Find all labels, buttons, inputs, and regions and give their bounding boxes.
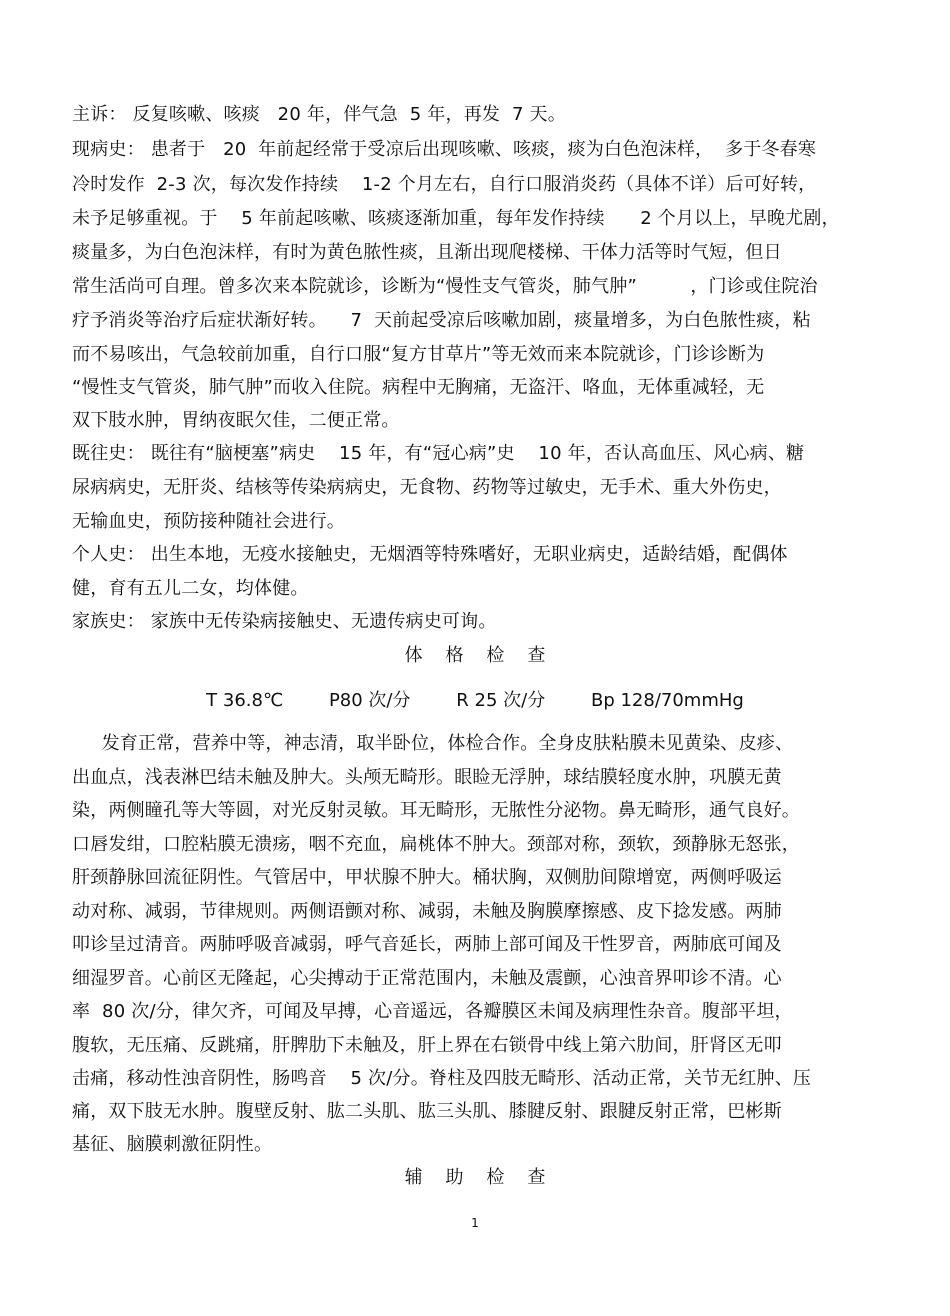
physical-exam-line: 动对称、减弱，节律规则。两侧语颤对称、减弱，未触及胸膜摩擦感、皮下捻发感。两肺	[72, 901, 782, 922]
present-history-line: 疗予消炎等治疗后症状渐好转。 7 天前起受凉后咳嗽加剧，痰量增多，为白色脓性痰，粘	[72, 310, 811, 331]
present-history-line: 而不易咳出，气急较前加重，自行口服“复方甘草片”等无效而来本院就诊，门诊诊断为	[72, 344, 765, 365]
auxiliary-exam-heading: 辅 助 检 查	[404, 1167, 546, 1188]
personal-history-line: 个人史： 出生本地，无疫水接触史，无烟酒等特殊嗜好，无职业病史，适龄结婚，配偶体	[72, 544, 788, 565]
vital-signs: T 36.8℃ P80 次/分 R 25 次/分 Bp 128/70mmHg	[206, 690, 744, 711]
physical-exam-line: 腹软，无压痛、反跳痛，肝脾肋下未触及，肝上界在右锁骨中线上第六肋间，肝肾区无叩	[72, 1035, 782, 1056]
page-number: 1	[471, 1216, 479, 1230]
present-history-line: 双下肢水肿，胃纳夜眠欠佳，二便正常。	[72, 410, 400, 431]
present-history-line: 现病史： 患者于 20 年前起经常于受凉后出现咳嗽、咳痰，痰为白色泡沫样， 多于冬春寒	[72, 139, 817, 160]
present-history-line: 常生活尚可自理。曾多次来本院就诊，诊断为“慢性支气管炎，肺气肿” ，门诊或住院治	[72, 276, 818, 297]
past-history-line: 尿病病史，无肝炎、结核等传染病病史，无食物、药物等过敏史，无手术、重大外伤史，	[72, 477, 782, 498]
physical-exam-line: 染，两侧瞳孔等大等圆，对光反射灵敏。耳无畸形，无脓性分泌物。鼻无畸形，通气良好。	[72, 800, 800, 821]
present-history-line: 未予足够重视。于 5 年前起咳嗽、咳痰逐渐加重，每年发作持续 2 个月以上，早晚尤剧，	[72, 208, 840, 229]
present-history-line: 冷时发作 2-3 次，每次发作持续 1-2 个月左右，自行口服消炎药（具体不详）后可好转，	[72, 174, 817, 195]
past-history-line: 既往史： 既往有“脑梗塞”病史 15 年，有“冠心病”史 10 年，否认高血压、风心病、糖	[72, 443, 805, 464]
present-history-line: 痰量多，为白色泡沫样，有时为黄色脓性痰，且渐出现爬楼梯、干体力活等时气短，但日	[72, 242, 782, 263]
physical-exam-line: 率 80 次/分，律欠齐，可闻及早搏，心音遥远，各瓣膜区未闻及病理性杂音。腹部平坦，	[72, 1001, 793, 1022]
physical-exam-line: 出血点，浅表淋巴结未触及肿大。头颅无畸形。眼睑无浮肿，球结膜轻度水肿，巩膜无黄	[72, 767, 782, 788]
physical-exam-line: 细湿罗音。心前区无隆起，心尖搏动于正常范围内，未触及震颤，心浊音界叩诊不清。心	[72, 968, 782, 989]
physical-exam-heading: 体 格 检 查	[404, 645, 546, 666]
personal-history-line: 健，育有五儿二女，均体健。	[72, 578, 309, 599]
physical-exam-line: 口唇发绀，口腔粘膜无溃疡，咽不充血，扁桃体不肿大。颈部对称，颈软，颈静脉无怒张，	[72, 834, 800, 855]
past-history-line: 无输血史，预防接种随社会进行。	[72, 511, 345, 532]
physical-exam-line: 叩诊呈过清音。两肺呼吸音减弱，呼气音延长，两肺上部可闻及干性罗音，两肺底可闻及	[72, 934, 782, 955]
physical-exam-line: 基征、脑膜刺激征阴性。	[72, 1134, 273, 1155]
chief-complaint-line: 主诉： 反复咳嗽、咳痰 20 年，伴气急 5 年，再发 7 天。	[72, 104, 566, 125]
physical-exam-line: 痛，双下肢无水肿。腹壁反射、肱二头肌、肱三头肌、膝腱反射、跟腱反射正常，巴彬斯	[72, 1101, 782, 1122]
physical-exam-line: 发育正常，营养中等，神志清，取半卧位，体检合作。全身皮肤粘膜未见黄染、皮疹、	[72, 733, 794, 754]
physical-exam-line: 击痛，移动性浊音阴性，肠鸣音 5 次/分。脊柱及四肢无畸形、活动正常，关节无红肿、压	[72, 1068, 812, 1089]
physical-exam-line: 肝颈静脉回流征阴性。气管居中，甲状腺不肿大。桶状胸，双侧肋间隙增宽，两侧呼吸运	[72, 867, 782, 888]
present-history-line: “慢性支气管炎，肺气肿”而收入住院。病程中无胸痛，无盗汗、咯血，无体重减轻，无	[72, 377, 765, 398]
family-history-line: 家族史： 家族中无传染病接触史、无遗传病史可询。	[72, 611, 497, 632]
